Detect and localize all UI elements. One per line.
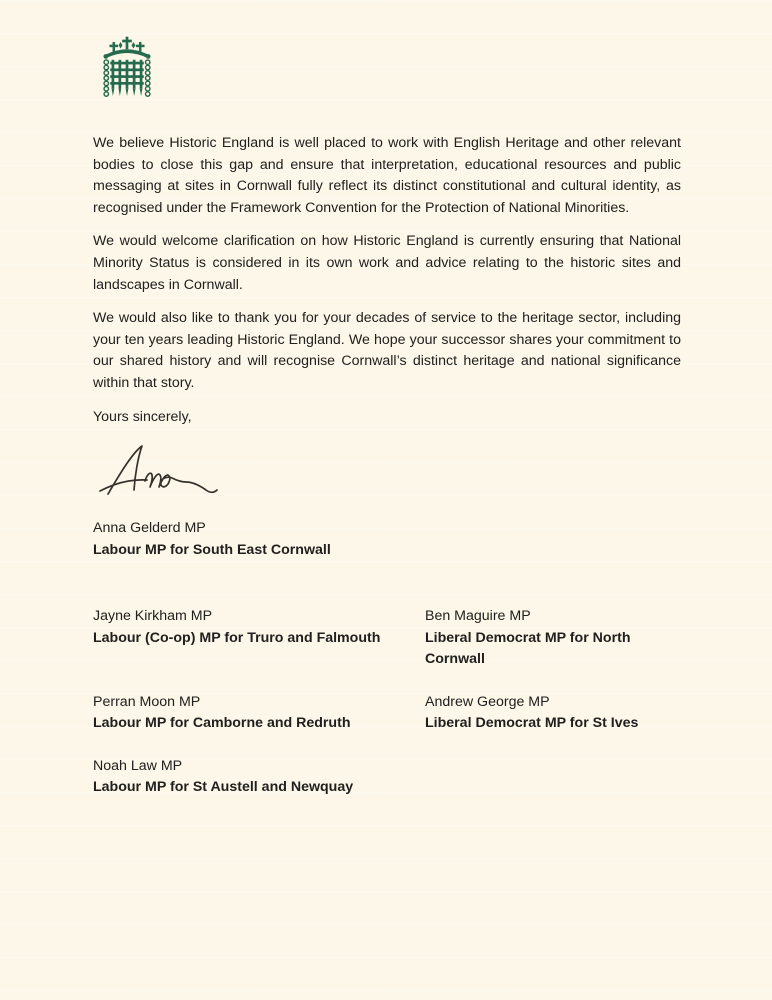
signatory-title: Labour MP for St Austell and Newquay: [93, 779, 354, 796]
signatory-name: Perran Moon MP: [93, 693, 201, 710]
paragraph-clarification-request: We would welcome clarification on how Historic England is currently ensuring that National Minority Status is considered in its own work and advice relating to the historic sites and landscapes in Cornwall.: [93, 233, 681, 293]
signatory-name: Ben Maguire MP: [425, 608, 531, 625]
letter-body: [93, 133, 681, 799]
signatory-title: Labour MP for Camborne and Redruth: [93, 715, 351, 732]
co-signatory: [425, 606, 681, 671]
co-signatory: [425, 692, 681, 735]
co-signatory: [93, 756, 425, 799]
signatory-name: Noah Law MP: [93, 757, 183, 774]
signatory-title: Labour MP for South East Cornwall: [93, 541, 331, 558]
handwritten-signature: [99, 440, 225, 500]
parliament-portcullis-icon: [100, 36, 154, 100]
paragraph-historic-england: We believe Historic England is well placed to work with English Heritage and other relevant bodies to close this gap and ensure that interpretation, educational resources and public messaging at sites in Cornwall fully reflect its distinct constitutional and cultural identity, as recognised under the Framework Convention for the Protection of National Minorities.: [93, 135, 681, 216]
paragraph-thanks: We would also like to thank you for your decades of service to the heritage sector, including your ten years leading Historic England. We hope your successor shares your commitment to our shared history and will recognise Cornwall’s distinct heritage and national significance within that story.: [93, 310, 681, 391]
signatory-title: Liberal Democrat MP for North Cornwall: [425, 629, 631, 668]
signatory-title: Labour (Co-op) MP for Truro and Falmouth: [93, 629, 381, 646]
co-signatories: [93, 606, 681, 799]
signatory-name: Andrew George MP: [425, 693, 550, 710]
signatory-name: Anna Gelderd MP: [93, 520, 206, 537]
signatory-name: Jayne Kirkham MP: [93, 608, 213, 625]
co-signatory: [93, 606, 425, 671]
closing-salutation: Yours sincerely,: [93, 408, 192, 425]
co-signatory: [93, 692, 425, 735]
signatory-title: Liberal Democrat MP for St Ives: [425, 715, 639, 732]
primary-signatory: [93, 518, 681, 561]
